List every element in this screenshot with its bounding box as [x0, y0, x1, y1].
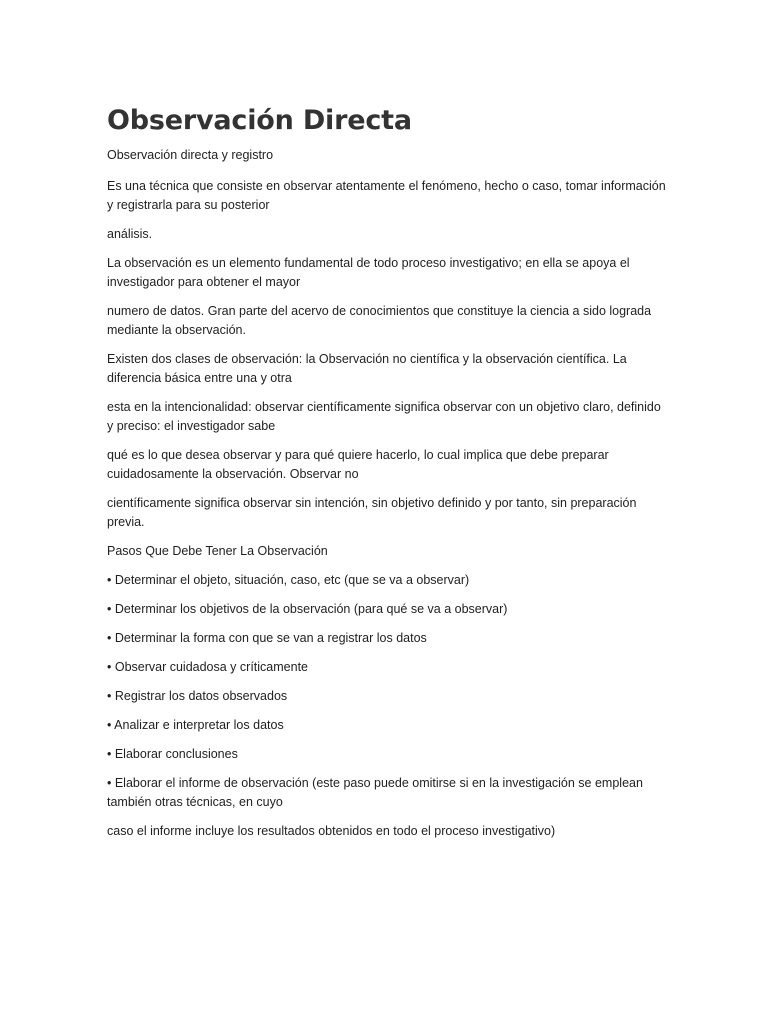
- paragraph: análisis.: [107, 227, 153, 241]
- list-item: • Determinar el objeto, situación, caso, etc (que se va a observar): [107, 573, 470, 587]
- paragraph: La observación es un elemento fundamental de todo proceso investigativo; en ella se apoya el investigador para obtener el mayor: [107, 256, 630, 289]
- section-heading: Pasos Que Debe Tener La Observación: [107, 544, 328, 558]
- list-item: • Elaborar conclusiones: [107, 747, 238, 761]
- page-title: Observación Directa: [107, 105, 412, 136]
- list-item: • Elaborar el informe de observación (este paso puede omitirse si en la investigación se emplean también otras técnicas, en cuyo: [107, 776, 643, 809]
- paragraph: esta en la intencionalidad: observar científicamente significa observar con un objetivo claro, definido y preciso: el investigador sabe: [107, 400, 661, 433]
- list-item: • Determinar la forma con que se van a registrar los datos: [107, 631, 427, 645]
- list-item: • Registrar los datos observados: [107, 689, 288, 703]
- paragraph: caso el informe incluye los resultados obtenidos en todo el proceso investigativo): [107, 824, 556, 838]
- list-item: • Determinar los objetivos de la observación (para qué se va a observar): [107, 602, 508, 616]
- list-item: • Observar cuidadosa y críticamente: [107, 660, 308, 674]
- paragraph: qué es lo que desea observar y para qué quiere hacerlo, lo cual implica que debe preparar cuidadosamente la observación. Observar no: [107, 448, 609, 481]
- document-page: [107, 104, 667, 851]
- paragraph: Es una técnica que consiste en observar atentamente el fenómeno, hecho o caso, tomar información y registrarla para su posterior: [107, 179, 666, 212]
- paragraph: Existen dos clases de observación: la Observación no científica y la observación científica. La diferencia básica entre una y otra: [107, 352, 627, 385]
- paragraph: científicamente significa observar sin intención, sin objetivo definido y por tanto, sin preparación previa.: [107, 496, 637, 529]
- subtitle: Observación directa y registro: [107, 148, 274, 162]
- paragraph: numero de datos. Gran parte del acervo de conocimientos que constituye la ciencia a sido lograda mediante la observación.: [107, 304, 652, 337]
- list-item: • Analizar e interpretar los datos: [107, 718, 284, 732]
